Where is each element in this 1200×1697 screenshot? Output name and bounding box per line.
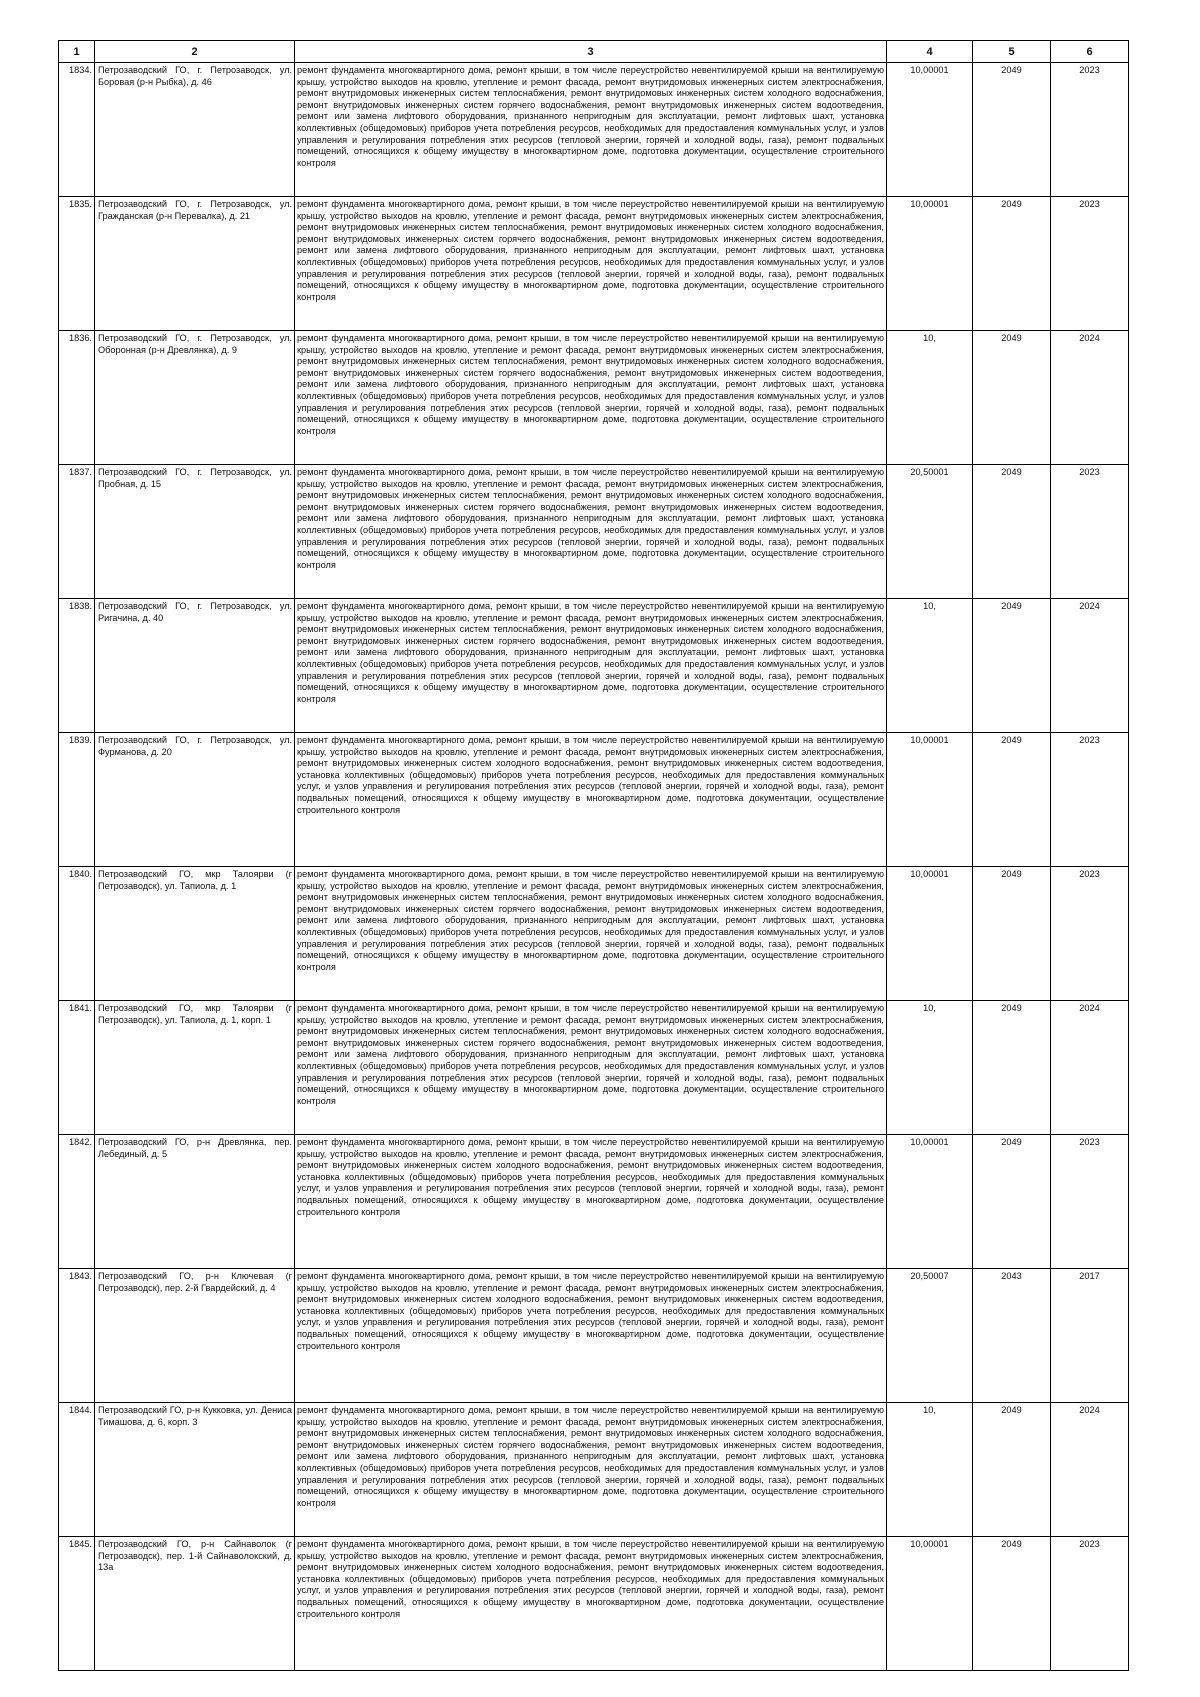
col4-value: 10,00001 — [887, 1537, 973, 1671]
col5-value: 2043 — [973, 1269, 1051, 1403]
object-address: Петрозаводский ГО, р-н Древлянка, пер. Лебединый, д. 5 — [95, 1135, 295, 1269]
header-col-6: 6 — [1051, 41, 1129, 63]
col6-value: 2024 — [1051, 599, 1129, 733]
works-description: ремонт фундамента многоквартирного дома, ремонт крыши, в том числе переустройство невентилируемой крыши на вентилируемую крышу, устройство выходов на кровлю, утепление и ремонт фасада, ремонт внутридомовых инженерных систем электроснабжения, ремонт внутридомовых инженерных систем теплоснабжения, ремонт внутридомовых инженерных систем холодного водоснабжения, ремонт внутридомовых инженерных систем горячего водоснабжения, ремонт внутридомовых инженерных систем водоотведения, ремонт или замена лифтового оборудования, признанного непригодным для эксплуатации, ремонт лифтовых шахт, установка коллективных (общедомовых) приборов учета потребления ресурсов, необходимых для предоставления коммунальных услуг, и узлов управления и регулирования потребления этих ресурсов (тепловой энергии, горячей и холодной воды, газа), ремонт подвальных помещений, относящихся к общему имуществу в многоквартирном доме, подготовка документации, осуществление строительного контроля — [295, 599, 887, 733]
works-description: ремонт фундамента многоквартирного дома, ремонт крыши, в том числе переустройство невентилируемой крыши на вентилируемую крышу, устройство выходов на кровлю, утепление и ремонт фасада, ремонт внутридомовых инженерных систем электроснабжения, ремонт внутридомовых инженерных систем теплоснабжения, ремонт внутридомовых инженерных систем холодного водоснабжения, ремонт внутридомовых инженерных систем горячего водоснабжения, ремонт внутридомовых инженерных систем водоотведения, ремонт или замена лифтового оборудования, признанного непригодным для эксплуатации, ремонт лифтовых шахт, установка коллективных (общедомовых) приборов учета потребления ресурсов, необходимых для предоставления коммунальных услуг, и узлов управления и регулирования потребления этих ресурсов (тепловой энергии, горячей и холодной воды, газа), ремонт подвальных помещений, относящихся к общему имуществу в многоквартирном доме, подготовка документации, осуществление строительного контроля — [295, 63, 887, 197]
col4-value: 10, — [887, 599, 973, 733]
col5-value: 2049 — [973, 867, 1051, 1001]
table-row — [59, 197, 1129, 331]
table-header — [59, 41, 1129, 63]
col4-value: 20,50001 — [887, 465, 973, 599]
col4-value: 10,00001 — [887, 63, 973, 197]
works-description: ремонт фундамента многоквартирного дома, ремонт крыши, в том числе переустройство невентилируемой крыши на вентилируемую крышу, устройство выходов на кровлю, утепление и ремонт фасада, ремонт внутридомовых инженерных систем электроснабжения, ремонт внутридомовых инженерных систем холодного водоснабжения, ремонт внутридомовых инженерных систем водоотведения, установка коллективных (общедомовых) приборов учета потребления ресурсов, необходимых для предоставления коммунальных услуг, и узлов управления и регулирования потребления этих ресурсов (тепловой энергии, горячей и холодной воды, газа), ремонт подвальных помещений, относящихся к общему имуществу в многоквартирном доме, подготовка документации, осуществление строительного контроля — [295, 1269, 887, 1403]
object-address: Петрозаводский ГО, р-н Сайнаволок (г Петрозаводск), пер. 1-й Сайнаволокский, д. 13а — [95, 1537, 295, 1671]
object-address: Петрозаводский ГО, г. Петрозаводск, ул. Пробная, д. 15 — [95, 465, 295, 599]
object-address: Петрозаводский ГО, мкр Талоярви (г Петрозаводск), ул. Тапиола, д. 1 — [95, 867, 295, 1001]
works-description: ремонт фундамента многоквартирного дома, ремонт крыши, в том числе переустройство невентилируемой крыши на вентилируемую крышу, устройство выходов на кровлю, утепление и ремонт фасада, ремонт внутридомовых инженерных систем электроснабжения, ремонт внутридомовых инженерных систем теплоснабжения, ремонт внутридомовых инженерных систем холодного водоснабжения, ремонт внутридомовых инженерных систем горячего водоснабжения, ремонт внутридомовых инженерных систем водоотведения, ремонт или замена лифтового оборудования, признанного непригодным для эксплуатации, ремонт лифтовых шахт, установка коллективных (общедомовых) приборов учета потребления ресурсов, необходимых для предоставления коммунальных услуг, и узлов управления и регулирования потребления этих ресурсов (тепловой энергии, горячей и холодной воды, газа), ремонт подвальных помещений, относящихся к общему имуществу в многоквартирном доме, подготовка документации, осуществление строительного контроля — [295, 331, 887, 465]
col6-value: 2024 — [1051, 331, 1129, 465]
row-number: 1845. — [59, 1537, 95, 1671]
row-number: 1837. — [59, 465, 95, 599]
col5-value: 2049 — [973, 1537, 1051, 1671]
col6-value: 2024 — [1051, 1403, 1129, 1537]
works-description: ремонт фундамента многоквартирного дома, ремонт крыши, в том числе переустройство невентилируемой крыши на вентилируемую крышу, устройство выходов на кровлю, утепление и ремонт фасада, ремонт внутридомовых инженерных систем электроснабжения, ремонт внутридомовых инженерных систем теплоснабжения, ремонт внутридомовых инженерных систем холодного водоснабжения, ремонт внутридомовых инженерных систем горячего водоснабжения, ремонт внутридомовых инженерных систем водоотведения, ремонт или замена лифтового оборудования, признанного непригодным для эксплуатации, ремонт лифтовых шахт, установка коллективных (общедомовых) приборов учета потребления ресурсов, необходимых для предоставления коммунальных услуг, и узлов управления и регулирования потребления этих ресурсов (тепловой энергии, горячей и холодной воды, газа), ремонт подвальных помещений, относящихся к общему имуществу в многоквартирном доме, подготовка документации, осуществление строительного контроля — [295, 1001, 887, 1135]
table-row — [59, 599, 1129, 733]
col5-value: 2049 — [973, 733, 1051, 867]
col5-value: 2049 — [973, 1403, 1051, 1537]
col6-value: 2024 — [1051, 1001, 1129, 1135]
table-row — [59, 867, 1129, 1001]
header-col-2: 2 — [95, 41, 295, 63]
col5-value: 2049 — [973, 63, 1051, 197]
object-address: Петрозаводский ГО, г. Петрозаводск, ул. Гражданская (р-н Перевалка), д. 21 — [95, 197, 295, 331]
col6-value: 2023 — [1051, 867, 1129, 1001]
header-row — [59, 41, 1129, 63]
row-number: 1836. — [59, 331, 95, 465]
row-number: 1840. — [59, 867, 95, 1001]
row-number: 1841. — [59, 1001, 95, 1135]
table-row — [59, 733, 1129, 867]
col6-value: 2023 — [1051, 1135, 1129, 1269]
object-address: Петрозаводский ГО, р-н Кукковка, ул. Дениса Тимашова, д. 6, корп. 3 — [95, 1403, 295, 1537]
table-body — [59, 63, 1129, 1671]
col4-value: 10,00001 — [887, 197, 973, 331]
works-description: ремонт фундамента многоквартирного дома, ремонт крыши, в том числе переустройство невентилируемой крыши на вентилируемую крышу, устройство выходов на кровлю, утепление и ремонт фасада, ремонт внутридомовых инженерных систем электроснабжения, ремонт внутридомовых инженерных систем теплоснабжения, ремонт внутридомовых инженерных систем холодного водоснабжения, ремонт внутридомовых инженерных систем горячего водоснабжения, ремонт внутридомовых инженерных систем водоотведения, ремонт или замена лифтового оборудования, признанного непригодным для эксплуатации, ремонт лифтовых шахт, установка коллективных (общедомовых) приборов учета потребления ресурсов, необходимых для предоставления коммунальных услуг, и узлов управления и регулирования потребления этих ресурсов (тепловой энергии, горячей и холодной воды, газа), ремонт подвальных помещений, относящихся к общему имуществу в многоквартирном доме, подготовка документации, осуществление строительного контроля — [295, 465, 887, 599]
col6-value: 2023 — [1051, 63, 1129, 197]
works-description: ремонт фундамента многоквартирного дома, ремонт крыши, в том числе переустройство невентилируемой крыши на вентилируемую крышу, устройство выходов на кровлю, утепление и ремонт фасада, ремонт внутридомовых инженерных систем электроснабжения, ремонт внутридомовых инженерных систем холодного водоснабжения, ремонт внутридомовых инженерных систем водоотведения, установка коллективных (общедомовых) приборов учета потребления ресурсов, необходимых для предоставления коммунальных услуг, и узлов управления и регулирования потребления этих ресурсов (тепловой энергии, горячей и холодной воды, газа), ремонт подвальных помещений, относящихся к общему имуществу в многоквартирном доме, подготовка документации, осуществление строительного контроля — [295, 733, 887, 867]
works-description: ремонт фундамента многоквартирного дома, ремонт крыши, в том числе переустройство невентилируемой крыши на вентилируемую крышу, устройство выходов на кровлю, утепление и ремонт фасада, ремонт внутридомовых инженерных систем электроснабжения, ремонт внутридомовых инженерных систем теплоснабжения, ремонт внутридомовых инженерных систем холодного водоснабжения, ремонт внутридомовых инженерных систем горячего водоснабжения, ремонт внутридомовых инженерных систем водоотведения, ремонт или замена лифтового оборудования, признанного непригодным для эксплуатации, ремонт лифтовых шахт, установка коллективных (общедомовых) приборов учета потребления ресурсов, необходимых для предоставления коммунальных услуг, и узлов управления и регулирования потребления этих ресурсов (тепловой энергии, горячей и холодной воды, газа), ремонт подвальных помещений, относящихся к общему имуществу в многоквартирном доме, подготовка документации, осуществление строительного контроля — [295, 1403, 887, 1537]
col5-value: 2049 — [973, 1135, 1051, 1269]
col4-value: 10,00001 — [887, 1135, 973, 1269]
header-col-1: 1 — [59, 41, 95, 63]
col5-value: 2049 — [973, 465, 1051, 599]
col6-value: 2023 — [1051, 197, 1129, 331]
object-address: Петрозаводский ГО, р-н Ключевая (г Петрозаводск), пер. 2-й Гвардейский, д. 4 — [95, 1269, 295, 1403]
table-row — [59, 1135, 1129, 1269]
object-address: Петрозаводский ГО, г. Петрозаводск, ул. Оборонная (р-н Древлянка), д. 9 — [95, 331, 295, 465]
row-number: 1835. — [59, 197, 95, 331]
col4-value: 10, — [887, 1001, 973, 1135]
header-col-4: 4 — [887, 41, 973, 63]
row-number: 1842. — [59, 1135, 95, 1269]
object-address: Петрозаводский ГО, г. Петрозаводск, ул. Ригачина, д. 40 — [95, 599, 295, 733]
header-col-3: 3 — [295, 41, 887, 63]
col6-value: 2023 — [1051, 733, 1129, 867]
col6-value: 2023 — [1051, 465, 1129, 599]
table-row — [59, 331, 1129, 465]
col4-value: 20,50007 — [887, 1269, 973, 1403]
object-address: Петрозаводский ГО, г. Петрозаводск, ул. Фурманова, д. 20 — [95, 733, 295, 867]
table-row — [59, 1403, 1129, 1537]
col5-value: 2049 — [973, 599, 1051, 733]
col4-value: 10, — [887, 331, 973, 465]
col5-value: 2049 — [973, 1001, 1051, 1135]
row-number: 1844. — [59, 1403, 95, 1537]
table-row — [59, 63, 1129, 197]
col4-value: 10,00001 — [887, 867, 973, 1001]
table-row — [59, 1537, 1129, 1671]
col4-value: 10,00001 — [887, 733, 973, 867]
object-address: Петрозаводский ГО, г. Петрозаводск, ул. Боровая (р-н Рыбка), д. 46 — [95, 63, 295, 197]
col6-value: 2017 — [1051, 1269, 1129, 1403]
row-number: 1834. — [59, 63, 95, 197]
register-table — [58, 40, 1129, 1671]
col5-value: 2049 — [973, 197, 1051, 331]
col5-value: 2049 — [973, 331, 1051, 465]
row-number: 1843. — [59, 1269, 95, 1403]
row-number: 1838. — [59, 599, 95, 733]
object-address: Петрозаводский ГО, мкр Талоярви (г Петрозаводск), ул. Тапиола, д. 1, корп. 1 — [95, 1001, 295, 1135]
col6-value: 2023 — [1051, 1537, 1129, 1671]
works-description: ремонт фундамента многоквартирного дома, ремонт крыши, в том числе переустройство невентилируемой крыши на вентилируемую крышу, устройство выходов на кровлю, утепление и ремонт фасада, ремонт внутридомовых инженерных систем электроснабжения, ремонт внутридомовых инженерных систем теплоснабжения, ремонт внутридомовых инженерных систем холодного водоснабжения, ремонт внутридомовых инженерных систем горячего водоснабжения, ремонт внутридомовых инженерных систем водоотведения, ремонт или замена лифтового оборудования, признанного непригодным для эксплуатации, ремонт лифтовых шахт, установка коллективных (общедомовых) приборов учета потребления ресурсов, необходимых для предоставления коммунальных услуг, и узлов управления и регулирования потребления этих ресурсов (тепловой энергии, горячей и холодной воды, газа), ремонт подвальных помещений, относящихся к общему имуществу в многоквартирном доме, подготовка документации, осуществление строительного контроля — [295, 197, 887, 331]
row-number: 1839. — [59, 733, 95, 867]
table-row — [59, 465, 1129, 599]
col4-value: 10, — [887, 1403, 973, 1537]
works-description: ремонт фундамента многоквартирного дома, ремонт крыши, в том числе переустройство невентилируемой крыши на вентилируемую крышу, устройство выходов на кровлю, утепление и ремонт фасада, ремонт внутридомовых инженерных систем электроснабжения, ремонт внутридомовых инженерных систем холодного водоснабжения, ремонт внутридомовых инженерных систем водоотведения, установка коллективных (общедомовых) приборов учета потребления ресурсов, необходимых для предоставления коммунальных услуг, и узлов управления и регулирования потребления этих ресурсов (тепловой энергии, горячей и холодной воды, газа), ремонт подвальных помещений, относящихся к общему имуществу в многоквартирном доме, подготовка документации, осуществление строительного контроля — [295, 1135, 887, 1269]
header-col-5: 5 — [973, 41, 1051, 63]
works-description: ремонт фундамента многоквартирного дома, ремонт крыши, в том числе переустройство невентилируемой крыши на вентилируемую крышу, устройство выходов на кровлю, утепление и ремонт фасада, ремонт внутридомовых инженерных систем электроснабжения, ремонт внутридомовых инженерных систем теплоснабжения, ремонт внутридомовых инженерных систем холодного водоснабжения, ремонт внутридомовых инженерных систем горячего водоснабжения, ремонт внутридомовых инженерных систем водоотведения, ремонт или замена лифтового оборудования, признанного непригодным для эксплуатации, ремонт лифтовых шахт, установка коллективных (общедомовых) приборов учета потребления ресурсов, необходимых для предоставления коммунальных услуг, и узлов управления и регулирования потребления этих ресурсов (тепловой энергии, горячей и холодной воды, газа), ремонт подвальных помещений, относящихся к общему имуществу в многоквартирном доме, подготовка документации, осуществление строительного контроля — [295, 867, 887, 1001]
table-row — [59, 1269, 1129, 1403]
table-row — [59, 1001, 1129, 1135]
works-description: ремонт фундамента многоквартирного дома, ремонт крыши, в том числе переустройство невентилируемой крыши на вентилируемую крышу, устройство выходов на кровлю, утепление и ремонт фасада, ремонт внутридомовых инженерных систем электроснабжения, ремонт внутридомовых инженерных систем холодного водоснабжения, ремонт внутридомовых инженерных систем водоотведения, установка коллективных (общедомовых) приборов учета потребления ресурсов, необходимых для предоставления коммунальных услуг, и узлов управления и регулирования потребления этих ресурсов (тепловой энергии, горячей и холодной воды, газа), ремонт подвальных помещений, относящихся к общему имуществу в многоквартирном доме, подготовка документации, осуществление строительного контроля — [295, 1537, 887, 1671]
